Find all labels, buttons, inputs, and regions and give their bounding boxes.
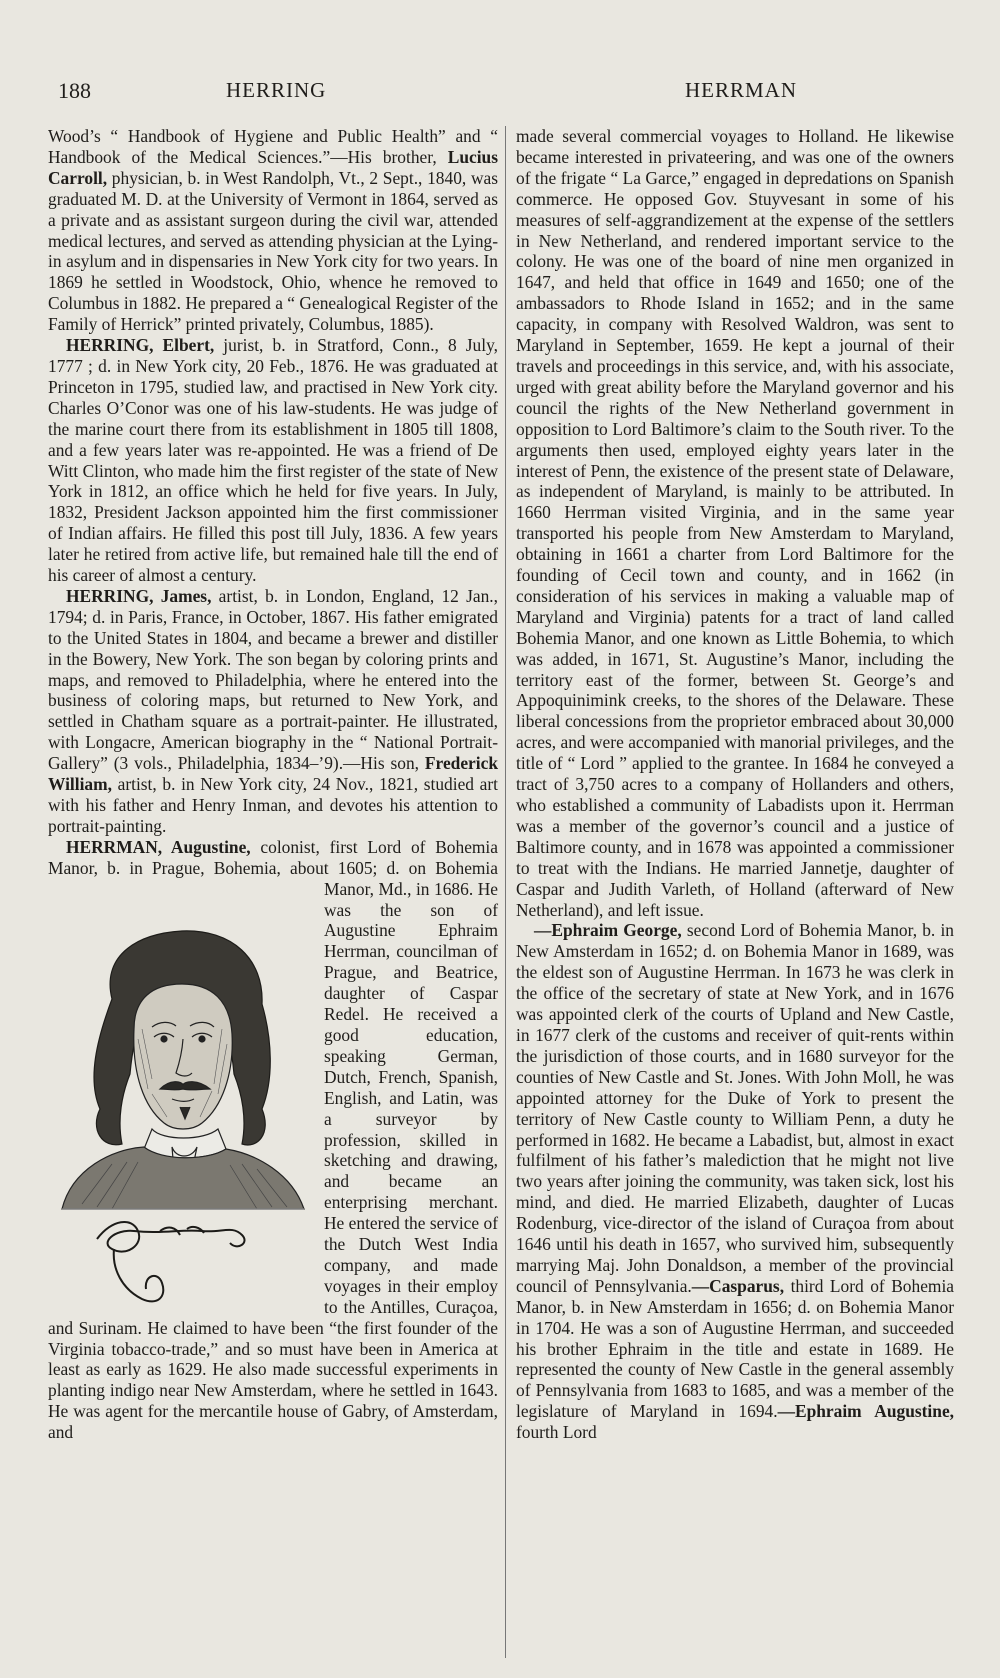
left-running-head: HERRING: [226, 78, 327, 102]
ephraim-george-name: —Ephraim George,: [534, 920, 682, 941]
entry-heading: HERRING, James,: [66, 585, 212, 606]
entry-heading: HERRMAN, Augustine,: [66, 836, 251, 857]
entry-herring-continued: Wood’s “ Handbook of Hygiene and Public Health” and “ Handbook of the Medical Sciences.”—His brother, Lucius Carroll, physician, b. in West Randolph, Vt., 2 Sept., 1840, was graduated M. D. at the University of Vermont in 1864, served as a private and as assistant surgeon during the civil war, attended medical lectures, and served as attending physician at the Lying-in asylum and in dispensaries in New York city for two years. In 1869 he settled in Woodstock, Ohio, whence he removed to Columbus in 1882. He prepared a “ Genealogical Register of the Family of Herrick” printed privately, Columbus, 1885).: [48, 126, 498, 335]
signature-flourish: [97, 1222, 245, 1301]
ephraim-augustine-name: —Ephraim Augustine,: [777, 1401, 955, 1422]
portrait-engraving: [42, 879, 320, 1307]
entry-herrman-augustine: HERRMAN, Augustine, colonist, first Lord of Bohemia Manor, b. in Prague, Bohemia, about 1605; d. on Bohemia Manor, Md., in 1686. He was the son of Augustine Ephraim Herrman, councilman of Prague, and Beatrice, daughter of Caspar Redel. He received a good education, speaking German, Dutch, French, Spanish, English, and Latin, was a surveyor by profession, skilled in sketching and drawing, and became an enterprising merchant. He entered the service of the Dutch West India company, and made voyages in their employ to the Antilles, Curaçoa, and Surinam. He claimed to have been “the first founder of the Virginia tobacco-trade,” and so must have been in America at least as early as 1629. He also made successful experiments in planting indigo near New Amsterdam, where he settled in 1643. He was agent for the mercantile house of Gabry, of Amsterdam, and: [48, 837, 498, 1443]
column-divider: [505, 126, 506, 1658]
casparus-name: —Casparus,: [691, 1275, 785, 1296]
entry-heading: HERRING, Elbert,: [66, 335, 215, 356]
page-number: 188: [58, 78, 91, 103]
entry-herring-elbert: HERRING, Elbert, jurist, b. in Stratford, Conn., 8 July, 1777 ; d. in New York city, 20 Feb., 1876. He was graduated at Princeton in 1795, studied law, and practised in New York city. Charles O’Conor was one of his law-students. He was judge of the marine court there from its establishment in 1805 till 1808, and a few years later was re-appointed. He was a friend of De Witt Clinton, who made him the first register of the state of New York in 1812, an office which he held for five years. In July, 1832, President Jackson appointed him the first commissioner of Indian affairs. He filled this post till July, 1836. A few years later he retired from active life, but remained hale till the end of his career of almost a century.: [48, 335, 498, 586]
entry-herrman-continued: made several commercial voyages to Holland. He likewise became interested in privateering, and was one of the owners of the frigate “ La Garce,” engaged in depredations on Spanish commerce. He opposed Gov. Stuyvesant in some of his measures of self-aggrandizement at the expense of the settlers in New Netherland, and rendered important service to the colony. He was one of the board of nine men organized in 1647, and held that office in 1649 and 1650; one of the ambassadors to Rhode Island in 1652; and in the same capacity, in company with Resolved Waldron, was sent to Maryland in September, 1659. He kept a journal of their travels and proceedings in this service, and, with his associate, urged with great ability before the Maryland governor and his council the rights of the New Netherland government in opposition to Lord Baltimore’s claim to the South river. To the arguments then used, employed eighty years later in the interest of Penn, the existence of the present state of Delaware, as independent of Maryland, is mainly to be attributed. In 1660 Herrman visited Virginia, and in the same year transported his people from New Amsterdam to Maryland, obtaining in 1661 a charter from Lord Baltimore for the founding of Cecil town and county, and in 1662 (in consideration of his services in making a valuable map of Maryland and Virginia) patents for a tract of land called Bohemia Manor, and one known as Little Bohemia, to which was added, in 1671, St. Augustine’s Manor, including the territory east of the former, between St. George’s and Appoquinimink creeks, to the shores of the Delaware. These liberal concessions from the proprietor embraced about 30,000 acres, and were accompanied with manorial privileges, and the title of “ Lord ” applied to the grantee. In 1684 he conveyed a tract of 3,750 acres to a company of Hollanders and others, who established a community of Labadists upon it. Herrman was a member of the governor’s council and a justice of Baltimore county, and in 1678 was appointed a commissioner to treat with the Indians. He married Jannetje, daughter of Caspar and Judith Varleth, of Holland (afterward of New Netherland), and left issue.: [516, 126, 954, 920]
lucius-carroll-name: Lucius Carroll,: [48, 146, 498, 188]
right-column: [516, 126, 954, 1443]
portrait-figure: [42, 879, 320, 1307]
right-running-head: HERRMAN: [685, 78, 798, 102]
left-column: [48, 126, 498, 1443]
entry-herring-james: HERRING, James, artist, b. in London, England, 12 Jan., 1794; d. in Paris, France, in October, 1867. His father emigrated to the United States in 1804, and became a brewer and distiller in the Bowery, New York. The son began by coloring prints and maps, and removed to Philadelphia, where he entered into the business of coloring maps, but returned to New York, and settled in Chatham square as a portrait-painter. He illustrated, with Longacre, American biography in the “ National Portrait-Gallery” (3 vols., Philadelphia, 1834–’9).—His son, Frederick William, artist, b. in New York city, 24 Nov., 1821, studied art with his father and Henry Inman, and devotes his attention to portrait-painting.: [48, 585, 498, 836]
frederick-william-name: Frederick William,: [48, 753, 498, 795]
entry-ephraim-george: —Ephraim George, second Lord of Bohemia Manor, b. in New Amsterdam in 1652; d. on Bohemia Manor in 1689, was the eldest son of Augustine Herrman. In 1673 he was clerk in the office of the secretary of state at New York, and in 1676 was appointed clerk of the courts of Upland and New Castle, in 1677 clerk of the customs and receiver of quit-rents within the jurisdiction of those courts, and in 1680 surveyor for the counties of New Castle and St. Jones. With John Moll, he was appointed attorney for the Duke of York to present the territory of New Castle county to William Penn, a duty he performed in 1682. He became a Labadist, but, almost in exact fulfilment of his father’s malediction that he might not live two years after joining the community, was taken sick, lost his mind, and died. He married Elizabeth, daughter of Lucas Rodenburg, vice-director of the island of Curaçoa from about 1646 until his death in 1657, who survived him, subsequently marrying Maj. John Donaldson, a member of the provincial council of Pennsylvania.—Casparus, third Lord of Bohemia Manor, b. in New Amsterdam in 1656; d. on Bohemia Manor in 1704. He was a son of Augustine Herrman, and succeeded his brother Ephraim in the title and estate in 1689. He represented the county of New Castle in the general assembly of Pennsylvania from 1683 to 1685, and was a member of the legislature of Maryland in 1694.—Ephraim Augustine, fourth Lord: [516, 920, 955, 1443]
running-header: [0, 72, 1000, 112]
